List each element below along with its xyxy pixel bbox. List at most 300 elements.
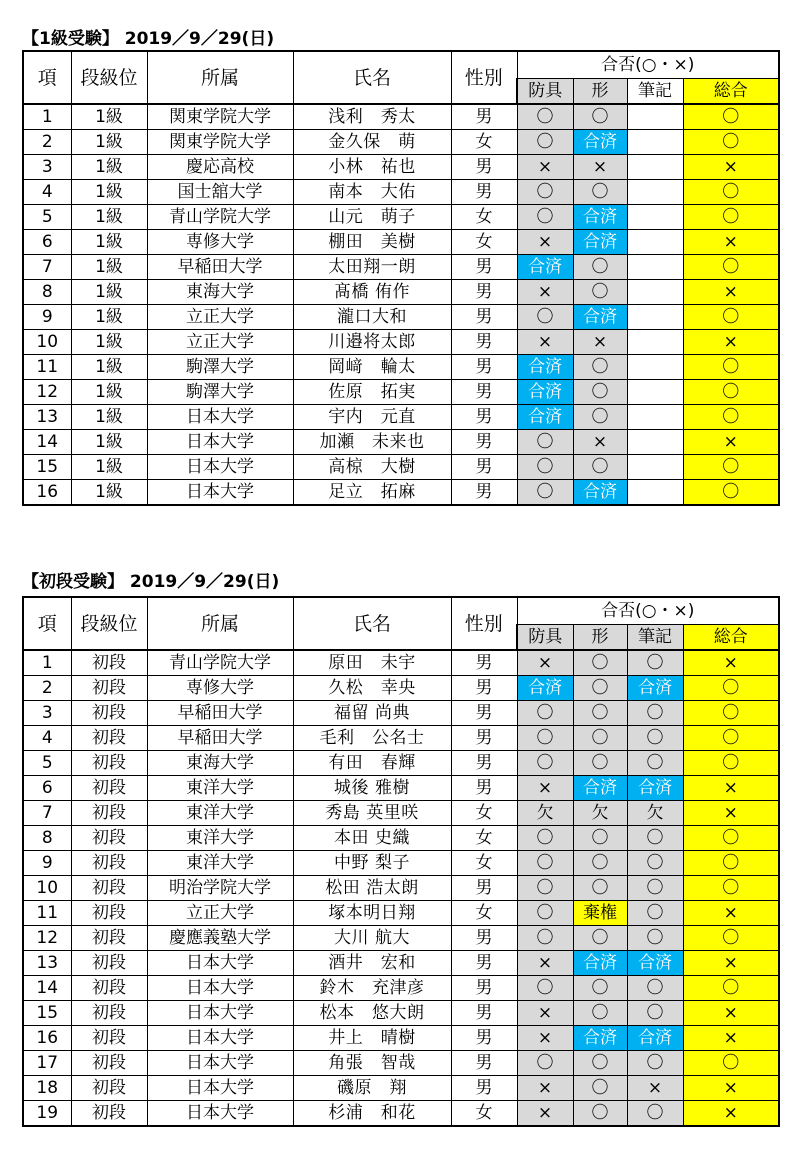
row-total: 〇 — [683, 305, 779, 330]
table-row — [23, 330, 779, 355]
row-bougu: × — [517, 1001, 573, 1026]
row-total: 〇 — [683, 701, 779, 726]
section1-table — [22, 50, 780, 506]
row-kata: 〇 — [573, 650, 627, 676]
row-number: 9 — [23, 851, 71, 876]
row-total: × — [683, 1076, 779, 1101]
row-number: 11 — [23, 355, 71, 380]
header-grade: 段級位 — [71, 51, 147, 104]
row-bougu: 合済 — [517, 355, 573, 380]
header-no: 項 — [23, 51, 71, 104]
row-total: 〇 — [683, 480, 779, 506]
row-total: × — [683, 951, 779, 976]
row-gender: 男 — [451, 480, 517, 506]
row-bougu: 〇 — [517, 205, 573, 230]
row-total: 〇 — [683, 205, 779, 230]
row-total: 〇 — [683, 255, 779, 280]
row-name: 酒井 宏和 — [293, 951, 451, 976]
row-grade: 初段 — [71, 650, 147, 676]
row-gender: 男 — [451, 280, 517, 305]
row-number: 4 — [23, 726, 71, 751]
table-row — [23, 1051, 779, 1076]
row-kata: 〇 — [573, 676, 627, 701]
row-kata: 〇 — [573, 180, 627, 205]
row-total: 〇 — [683, 926, 779, 951]
row-name: 松本 悠大朗 — [293, 1001, 451, 1026]
row-name: 有田 春輝 — [293, 751, 451, 776]
row-gender: 男 — [451, 104, 517, 130]
row-grade: 1級 — [71, 380, 147, 405]
row-grade: 1級 — [71, 280, 147, 305]
row-grade: 1級 — [71, 130, 147, 155]
row-affiliation: 明治学院大学 — [147, 876, 293, 901]
header-bougu: 防具 — [517, 79, 573, 105]
row-grade: 初段 — [71, 1051, 147, 1076]
row-hikki — [627, 480, 683, 506]
row-name: 小林 祐也 — [293, 155, 451, 180]
row-gender: 男 — [451, 455, 517, 480]
row-number: 2 — [23, 676, 71, 701]
row-number: 5 — [23, 751, 71, 776]
row-gender: 男 — [451, 180, 517, 205]
row-total: × — [683, 1001, 779, 1026]
row-grade: 初段 — [71, 751, 147, 776]
row-hikki — [627, 405, 683, 430]
row-gender: 女 — [451, 901, 517, 926]
row-kata: 合済 — [573, 205, 627, 230]
row-affiliation: 東洋大学 — [147, 826, 293, 851]
row-kata: × — [573, 155, 627, 180]
row-kata: 〇 — [573, 1076, 627, 1101]
table-row — [23, 280, 779, 305]
row-bougu: 〇 — [517, 751, 573, 776]
row-bougu: 〇 — [517, 480, 573, 506]
row-grade: 初段 — [71, 726, 147, 751]
row-gender: 女 — [451, 851, 517, 876]
row-total: × — [683, 1101, 779, 1127]
row-bougu: 〇 — [517, 180, 573, 205]
row-name: 城後 雅樹 — [293, 776, 451, 801]
row-name: 原田 未宇 — [293, 650, 451, 676]
row-number: 8 — [23, 826, 71, 851]
row-grade: 1級 — [71, 155, 147, 180]
row-number: 2 — [23, 130, 71, 155]
row-number: 8 — [23, 280, 71, 305]
row-grade: 1級 — [71, 180, 147, 205]
row-name: 磯原 翔 — [293, 1076, 451, 1101]
section2-rows — [23, 650, 779, 1126]
row-affiliation: 駒澤大学 — [147, 355, 293, 380]
row-bougu: × — [517, 1101, 573, 1127]
row-hikki — [627, 380, 683, 405]
row-kata: 合済 — [573, 776, 627, 801]
row-total: 〇 — [683, 104, 779, 130]
row-number: 16 — [23, 480, 71, 506]
row-affiliation: 日本大学 — [147, 1101, 293, 1127]
row-bougu: 〇 — [517, 926, 573, 951]
row-grade: 1級 — [71, 305, 147, 330]
row-number: 6 — [23, 776, 71, 801]
row-bougu: × — [517, 280, 573, 305]
row-kata: 〇 — [573, 1101, 627, 1127]
row-kata: × — [573, 430, 627, 455]
row-total: × — [683, 155, 779, 180]
table-row — [23, 430, 779, 455]
row-name: 中野 梨子 — [293, 851, 451, 876]
row-kata: 〇 — [573, 1001, 627, 1026]
row-gender: 男 — [451, 405, 517, 430]
row-gender: 男 — [451, 676, 517, 701]
row-grade: 1級 — [71, 205, 147, 230]
row-number: 10 — [23, 330, 71, 355]
row-grade: 1級 — [71, 330, 147, 355]
row-number: 10 — [23, 876, 71, 901]
row-hikki: 〇 — [627, 1101, 683, 1127]
row-number: 5 — [23, 205, 71, 230]
row-grade: 1級 — [71, 405, 147, 430]
table-row — [23, 305, 779, 330]
row-name: 塚本明日翔 — [293, 901, 451, 926]
row-bougu: 〇 — [517, 701, 573, 726]
row-name: 本田 史織 — [293, 826, 451, 851]
row-affiliation: 東洋大学 — [147, 776, 293, 801]
row-bougu: × — [517, 330, 573, 355]
row-bougu: 〇 — [517, 726, 573, 751]
row-bougu: × — [517, 951, 573, 976]
row-gender: 女 — [451, 1101, 517, 1127]
row-gender: 男 — [451, 951, 517, 976]
row-gender: 男 — [451, 430, 517, 455]
row-hikki — [627, 230, 683, 255]
row-grade: 1級 — [71, 230, 147, 255]
row-affiliation: 東洋大学 — [147, 801, 293, 826]
row-kata: 〇 — [573, 851, 627, 876]
row-number: 6 — [23, 230, 71, 255]
row-name: 福留 尚典 — [293, 701, 451, 726]
header-affiliation: 所属 — [147, 51, 293, 104]
row-kata: 〇 — [573, 1051, 627, 1076]
row-affiliation: 駒澤大学 — [147, 380, 293, 405]
row-affiliation: 日本大学 — [147, 405, 293, 430]
row-gender: 女 — [451, 826, 517, 851]
row-number: 11 — [23, 901, 71, 926]
row-grade: 初段 — [71, 901, 147, 926]
row-total: 〇 — [683, 851, 779, 876]
header-hikki: 筆記 — [627, 79, 683, 105]
row-bougu: 〇 — [517, 851, 573, 876]
row-hikki — [627, 180, 683, 205]
header-affiliation: 所属 — [147, 597, 293, 650]
row-hikki: × — [627, 1076, 683, 1101]
row-name: 毛利 公名士 — [293, 726, 451, 751]
row-hikki: 〇 — [627, 751, 683, 776]
row-gender: 男 — [451, 1026, 517, 1051]
row-affiliation: 青山学院大学 — [147, 650, 293, 676]
table-row — [23, 1101, 779, 1127]
row-kata: 合済 — [573, 130, 627, 155]
row-grade: 1級 — [71, 255, 147, 280]
row-bougu: 〇 — [517, 455, 573, 480]
row-kata: 〇 — [573, 826, 627, 851]
table-row — [23, 205, 779, 230]
row-name: 秀島 英里咲 — [293, 801, 451, 826]
header-result: 合否(○・×) — [517, 597, 779, 625]
row-hikki — [627, 255, 683, 280]
row-name: 久松 幸央 — [293, 676, 451, 701]
row-number: 7 — [23, 255, 71, 280]
row-total: × — [683, 330, 779, 355]
row-name: 加瀬 未来也 — [293, 430, 451, 455]
row-total: × — [683, 776, 779, 801]
row-gender: 男 — [451, 1001, 517, 1026]
header-name: 氏名 — [293, 597, 451, 650]
row-number: 14 — [23, 976, 71, 1001]
row-kata: 〇 — [573, 726, 627, 751]
row-name: 瀧口大和 — [293, 305, 451, 330]
row-total: 〇 — [683, 876, 779, 901]
row-total: 〇 — [683, 751, 779, 776]
row-gender: 男 — [451, 726, 517, 751]
row-hikki: 〇 — [627, 876, 683, 901]
table-row — [23, 355, 779, 380]
row-affiliation: 日本大学 — [147, 1051, 293, 1076]
header-gender: 性別 — [451, 51, 517, 104]
row-number: 1 — [23, 104, 71, 130]
row-hikki: 〇 — [627, 851, 683, 876]
row-bougu: 〇 — [517, 104, 573, 130]
row-number: 15 — [23, 455, 71, 480]
row-name: 川邉将太郎 — [293, 330, 451, 355]
row-bougu: 合済 — [517, 255, 573, 280]
row-affiliation: 慶應義塾大学 — [147, 926, 293, 951]
row-grade: 1級 — [71, 104, 147, 130]
header-hikki: 筆記 — [627, 625, 683, 651]
row-kata: 〇 — [573, 405, 627, 430]
row-affiliation: 立正大学 — [147, 330, 293, 355]
row-total: 〇 — [683, 826, 779, 851]
row-total: × — [683, 901, 779, 926]
header-kata: 形 — [573, 79, 627, 105]
row-gender: 男 — [451, 876, 517, 901]
row-affiliation: 青山学院大学 — [147, 205, 293, 230]
table-row — [23, 480, 779, 506]
row-hikki — [627, 355, 683, 380]
row-gender: 男 — [451, 330, 517, 355]
row-gender: 男 — [451, 926, 517, 951]
row-total: 〇 — [683, 676, 779, 701]
row-name: 金久保 萌 — [293, 130, 451, 155]
header-total: 総合 — [683, 625, 779, 651]
row-hikki: 〇 — [627, 1051, 683, 1076]
row-total: 〇 — [683, 976, 779, 1001]
row-number: 12 — [23, 926, 71, 951]
table-row — [23, 1076, 779, 1101]
header-bougu: 防具 — [517, 625, 573, 651]
row-grade: 初段 — [71, 1076, 147, 1101]
row-name: 松田 浩太朗 — [293, 876, 451, 901]
table-row — [23, 926, 779, 951]
row-name: 角張 智哉 — [293, 1051, 451, 1076]
row-affiliation: 早稲田大学 — [147, 726, 293, 751]
table-row — [23, 230, 779, 255]
row-name: 太田翔一朗 — [293, 255, 451, 280]
table-row — [23, 676, 779, 701]
row-affiliation: 早稲田大学 — [147, 701, 293, 726]
row-grade: 初段 — [71, 976, 147, 1001]
row-hikki: 〇 — [627, 650, 683, 676]
row-number: 1 — [23, 650, 71, 676]
row-affiliation: 日本大学 — [147, 976, 293, 1001]
header-total: 総合 — [683, 79, 779, 105]
row-grade: 初段 — [71, 776, 147, 801]
row-number: 4 — [23, 180, 71, 205]
row-grade: 初段 — [71, 851, 147, 876]
row-total: 〇 — [683, 355, 779, 380]
row-affiliation: 日本大学 — [147, 1076, 293, 1101]
row-kata: 合済 — [573, 951, 627, 976]
row-gender: 男 — [451, 650, 517, 676]
table-row — [23, 976, 779, 1001]
row-hikki — [627, 330, 683, 355]
row-hikki: 欠 — [627, 801, 683, 826]
row-hikki: 合済 — [627, 1026, 683, 1051]
row-hikki — [627, 280, 683, 305]
row-name: 岡﨑 輪太 — [293, 355, 451, 380]
row-bougu: 〇 — [517, 130, 573, 155]
section1-rows — [23, 104, 779, 505]
row-grade: 初段 — [71, 1101, 147, 1127]
row-name: 佐原 拓実 — [293, 380, 451, 405]
header-gender: 性別 — [451, 597, 517, 650]
row-affiliation: 専修大学 — [147, 676, 293, 701]
header-name: 氏名 — [293, 51, 451, 104]
row-grade: 1級 — [71, 455, 147, 480]
table-row — [23, 255, 779, 280]
row-hikki: 〇 — [627, 1001, 683, 1026]
row-name: 棚田 美樹 — [293, 230, 451, 255]
row-gender: 男 — [451, 305, 517, 330]
row-number: 13 — [23, 405, 71, 430]
row-kata: 〇 — [573, 876, 627, 901]
table-row — [23, 776, 779, 801]
row-grade: 初段 — [71, 951, 147, 976]
row-hikki: 〇 — [627, 701, 683, 726]
row-number: 17 — [23, 1051, 71, 1076]
row-affiliation: 慶応高校 — [147, 155, 293, 180]
row-kata: 〇 — [573, 255, 627, 280]
row-hikki — [627, 455, 683, 480]
row-name: 山元 萌子 — [293, 205, 451, 230]
row-hikki: 〇 — [627, 901, 683, 926]
row-gender: 男 — [451, 255, 517, 280]
row-affiliation: 関東学院大学 — [147, 104, 293, 130]
row-total: 〇 — [683, 380, 779, 405]
row-bougu: × — [517, 155, 573, 180]
row-affiliation: 関東学院大学 — [147, 130, 293, 155]
row-hikki — [627, 104, 683, 130]
row-hikki: 〇 — [627, 926, 683, 951]
row-gender: 男 — [451, 976, 517, 1001]
row-gender: 男 — [451, 1076, 517, 1101]
row-hikki: 合済 — [627, 676, 683, 701]
row-affiliation: 日本大学 — [147, 455, 293, 480]
table-row — [23, 155, 779, 180]
row-gender: 男 — [451, 355, 517, 380]
table-row — [23, 726, 779, 751]
row-grade: 初段 — [71, 1001, 147, 1026]
row-grade: 1級 — [71, 355, 147, 380]
row-affiliation: 立正大学 — [147, 901, 293, 926]
table-row — [23, 405, 779, 430]
row-grade: 初段 — [71, 801, 147, 826]
row-total: × — [683, 650, 779, 676]
table-row — [23, 701, 779, 726]
row-hikki: 〇 — [627, 826, 683, 851]
table-row — [23, 380, 779, 405]
row-gender: 男 — [451, 701, 517, 726]
row-gender: 男 — [451, 776, 517, 801]
row-kata: 〇 — [573, 104, 627, 130]
row-bougu: 合済 — [517, 380, 573, 405]
row-total: × — [683, 230, 779, 255]
row-gender: 男 — [451, 1051, 517, 1076]
row-gender: 男 — [451, 155, 517, 180]
row-kata: 〇 — [573, 751, 627, 776]
row-gender: 男 — [451, 380, 517, 405]
row-affiliation: 専修大学 — [147, 230, 293, 255]
row-hikki: 〇 — [627, 726, 683, 751]
table-row — [23, 130, 779, 155]
row-total: 〇 — [683, 1051, 779, 1076]
row-bougu: × — [517, 230, 573, 255]
row-total: 〇 — [683, 130, 779, 155]
row-affiliation: 日本大学 — [147, 430, 293, 455]
row-bougu: 〇 — [517, 430, 573, 455]
row-hikki — [627, 130, 683, 155]
row-hikki: 〇 — [627, 976, 683, 1001]
row-gender: 女 — [451, 130, 517, 155]
row-kata: 欠 — [573, 801, 627, 826]
row-bougu: × — [517, 650, 573, 676]
row-number: 12 — [23, 380, 71, 405]
row-total: × — [683, 430, 779, 455]
row-hikki — [627, 430, 683, 455]
row-hikki — [627, 205, 683, 230]
row-number: 18 — [23, 1076, 71, 1101]
row-kata: 〇 — [573, 926, 627, 951]
row-total: 〇 — [683, 455, 779, 480]
row-grade: 初段 — [71, 926, 147, 951]
row-bougu: 合済 — [517, 676, 573, 701]
row-gender: 女 — [451, 801, 517, 826]
row-name: 髙橋 侑作 — [293, 280, 451, 305]
row-kata: 〇 — [573, 455, 627, 480]
row-name: 井上 晴樹 — [293, 1026, 451, 1051]
row-number: 13 — [23, 951, 71, 976]
row-total: 〇 — [683, 180, 779, 205]
row-bougu: × — [517, 1026, 573, 1051]
row-affiliation: 日本大学 — [147, 1001, 293, 1026]
row-total: × — [683, 280, 779, 305]
row-gender: 女 — [451, 230, 517, 255]
header-grade: 段級位 — [71, 597, 147, 650]
table-row — [23, 826, 779, 851]
row-total: 〇 — [683, 405, 779, 430]
row-name: 南本 大佑 — [293, 180, 451, 205]
table-row — [23, 455, 779, 480]
row-kata: × — [573, 330, 627, 355]
row-kata: 合済 — [573, 480, 627, 506]
